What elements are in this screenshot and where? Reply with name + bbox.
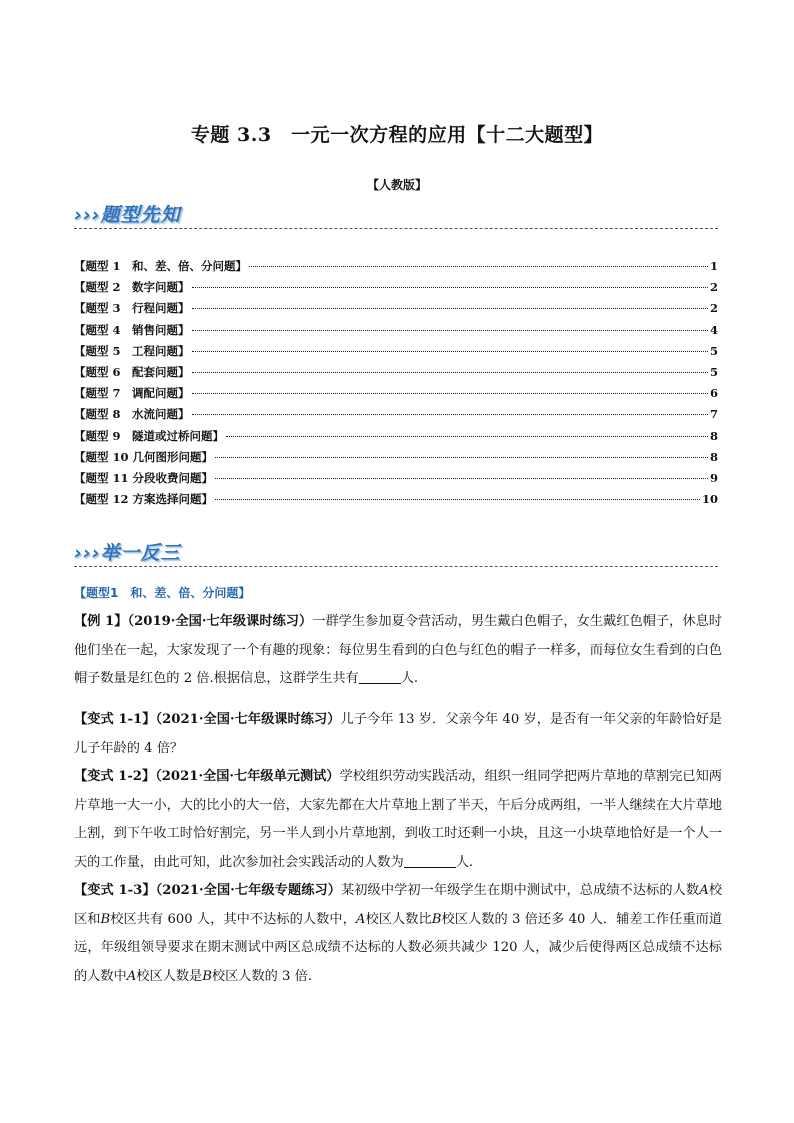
toc-label: 【题型 7 调配问题】 bbox=[74, 386, 190, 401]
variant-1-1 bbox=[74, 706, 722, 763]
toc-page: 2 bbox=[709, 301, 718, 316]
toc-page: 5 bbox=[709, 364, 718, 379]
problem-tag: 【变式 1-2】 bbox=[74, 769, 156, 784]
practice-section-heading: ›››举一反三 bbox=[74, 542, 181, 564]
toc-leader bbox=[215, 499, 700, 500]
question-type-heading: 【题型1 和、差、倍、分问题】 bbox=[74, 586, 251, 600]
toc-label: 【题型 8 水流问题】 bbox=[74, 407, 190, 422]
toc-leader bbox=[215, 478, 708, 479]
toc-entry[interactable] bbox=[74, 343, 718, 364]
toc-page: 7 bbox=[709, 407, 718, 422]
problem-source: （2021·全国·七年级单元测试） bbox=[155, 769, 340, 784]
example-1 bbox=[74, 608, 722, 694]
variable-b: B bbox=[202, 968, 212, 984]
toc-entry[interactable] bbox=[74, 322, 718, 343]
toc-section-heading: ›››题型先知 bbox=[74, 204, 181, 226]
toc-leader bbox=[226, 436, 708, 437]
problem-source: （2021·全国·七年级专题练习） bbox=[155, 883, 342, 898]
problem-text: 校区人数是 bbox=[136, 968, 203, 984]
toc-page: 6 bbox=[709, 386, 718, 401]
problem-source: （2019·全国·七年级课时练习） bbox=[127, 614, 313, 629]
toc-label: 【题型 5 工程问题】 bbox=[74, 343, 190, 358]
page-title: 专题 3.3 一元一次方程的应用【十二大题型】 bbox=[190, 124, 604, 146]
problem-tail: 人. bbox=[455, 854, 474, 870]
problem-text: 校区人数比 bbox=[365, 911, 432, 927]
variable-a: A bbox=[699, 883, 709, 898]
toc-page: 1 bbox=[709, 259, 718, 273]
toc-entry[interactable] bbox=[74, 279, 718, 300]
toc-entry[interactable] bbox=[74, 300, 718, 321]
toc-leader bbox=[215, 457, 708, 458]
variable-b: B bbox=[431, 911, 442, 927]
toc-page: 4 bbox=[709, 322, 718, 337]
table-of-contents bbox=[74, 258, 718, 512]
toc-label: 【题型 6 配套问题】 bbox=[74, 364, 190, 379]
problem-text: 儿子今年 13 岁．父亲今年 40 岁，是否有一年父亲的年龄恰好是儿子年龄的 4 倍？ bbox=[74, 712, 722, 756]
toc-entry[interactable] bbox=[74, 385, 718, 406]
toc-label: 【题型 10 几何图形问题】 bbox=[74, 449, 214, 464]
toc-page: 8 bbox=[709, 428, 718, 443]
toc-leader bbox=[249, 266, 708, 267]
toc-label: 【题型 3 行程问题】 bbox=[74, 301, 190, 316]
problem-text: 校区共有 600 人，其中不达标的人数中， bbox=[110, 911, 356, 927]
problem-tail: 人. bbox=[400, 671, 419, 686]
problem-text: 校区和 bbox=[74, 883, 723, 927]
problem-text: 校区人数的 3 倍还多 40 人．辅差工作任重而道远，年级组领导要求在期末测试中两区总成绩不达标的人数必须共减少 120 人，减少后使得两区总成绩不达标的人数中 bbox=[74, 911, 723, 984]
toc-page: 2 bbox=[709, 280, 718, 295]
answer-blank[interactable] bbox=[404, 853, 456, 868]
variable-b: B bbox=[100, 911, 111, 927]
toc-label: 【题型 1 和、差、倍、分问题】 bbox=[74, 259, 248, 273]
problem-text: 某初级中学初一年级学生在期中测试中，总成绩不达标的人数 bbox=[341, 883, 700, 898]
problem-tag: 【例 1】 bbox=[74, 614, 128, 629]
toc-label: 【题型 12 方案选择问题】 bbox=[74, 492, 214, 507]
toc-leader bbox=[192, 351, 708, 352]
toc-entry[interactable] bbox=[74, 428, 718, 449]
problem-tag: 【变式 1-3】 bbox=[74, 883, 156, 898]
problem-text: 校区人数的 3 倍. bbox=[211, 968, 313, 984]
toc-entry[interactable] bbox=[74, 364, 718, 385]
variable-a: A bbox=[126, 968, 137, 984]
toc-entry[interactable] bbox=[74, 470, 718, 491]
toc-label: 【题型 11 分段收费问题】 bbox=[74, 470, 214, 485]
variable-a: A bbox=[355, 911, 366, 927]
toc-leader bbox=[192, 308, 708, 309]
toc-entry[interactable] bbox=[74, 491, 718, 512]
practice-divider bbox=[74, 566, 718, 567]
toc-page: 5 bbox=[709, 343, 718, 358]
toc-entry[interactable] bbox=[74, 406, 718, 427]
toc-entry[interactable] bbox=[74, 258, 718, 279]
edition-label: 【人教版】 bbox=[366, 178, 427, 192]
problem-text: 学校组织劳动实践活动，组织一组同学把两片草地的草割完已知两片草地一大一小，大的比小的大一倍，大家先都在大片草地上割了半天，午后分成两组，一半人继续在大片草地上割，到下午收工时恰好割完，另一半人到小片草地割，到收工时还剩一小块，且这一小块草地恰好是一个人一天的工作量，由此可知，此次参加社会实践活动的人数为 bbox=[74, 769, 722, 870]
toc-label: 【题型 4 销售问题】 bbox=[74, 322, 190, 337]
toc-leader bbox=[192, 372, 708, 373]
problem-tag: 【变式 1-1】 bbox=[74, 712, 156, 727]
toc-divider bbox=[74, 228, 718, 229]
toc-leader bbox=[192, 393, 708, 394]
toc-page: 10 bbox=[701, 492, 718, 507]
toc-page: 9 bbox=[709, 470, 718, 485]
problem-text: 一群学生参加夏令营活动，男生戴白色帽子，女生戴红色帽子，休息时他们坐在一起，大家发现了一个有趣的现象：每位男生看到的白色与红色的帽子一样多，而每位女生看到的白色帽子数量是红色的 2 倍.根据信息，这群学生共有 bbox=[74, 614, 722, 686]
toc-entry[interactable] bbox=[74, 449, 718, 470]
toc-leader bbox=[192, 287, 708, 288]
toc-label: 【题型 9 隧道或过桥问题】 bbox=[74, 428, 225, 443]
variant-1-3 bbox=[74, 877, 722, 991]
toc-label: 【题型 2 数字问题】 bbox=[74, 280, 190, 295]
answer-blank[interactable] bbox=[359, 669, 401, 684]
toc-leader bbox=[192, 414, 708, 415]
variant-1-2 bbox=[74, 763, 722, 877]
toc-leader bbox=[192, 330, 708, 331]
problem-source: （2021·全国·七年级课时练习） bbox=[155, 712, 341, 727]
toc-page: 8 bbox=[709, 449, 718, 464]
